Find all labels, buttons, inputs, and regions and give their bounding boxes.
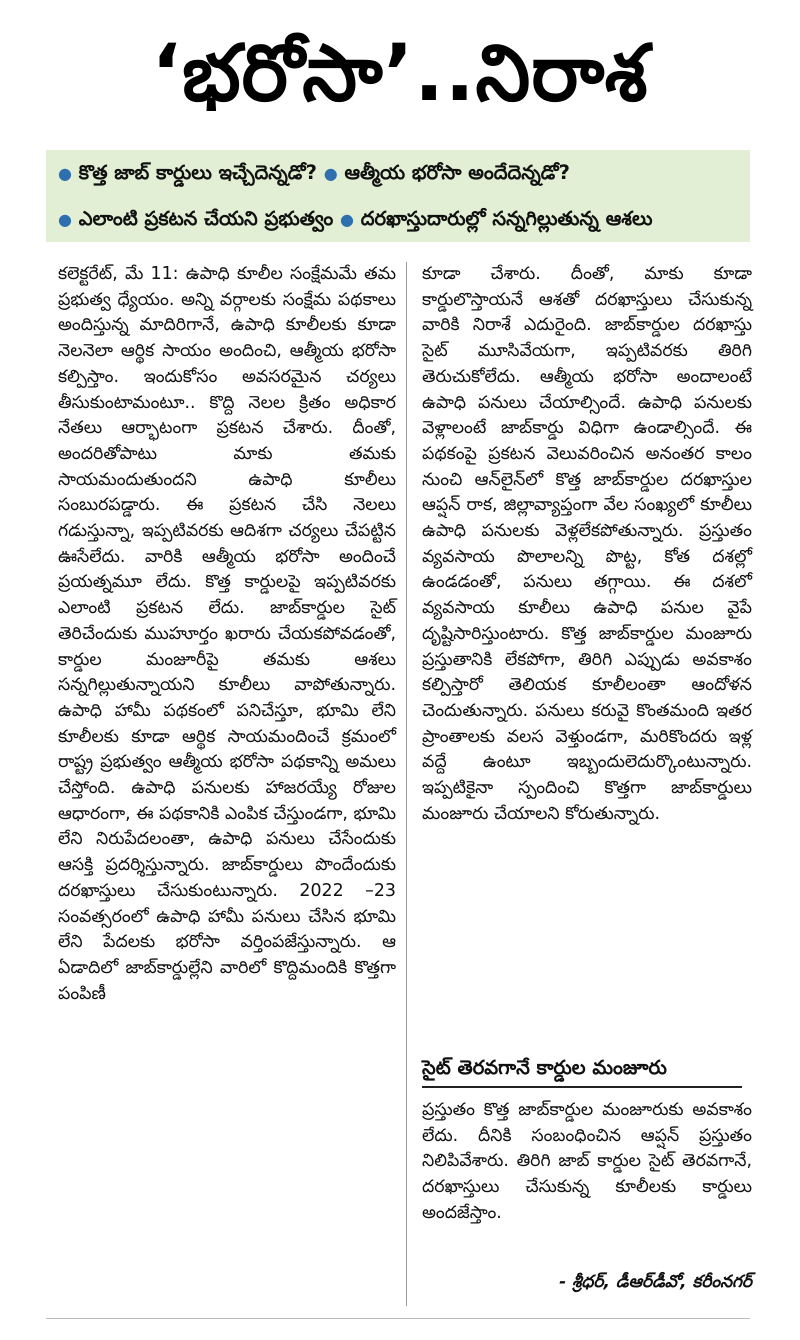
column-divider [406, 262, 407, 1306]
side-box-body [422, 1098, 752, 1227]
subhead-item: ఆత్మీయ భరోసా అందేదెన్నడో? [344, 161, 570, 184]
bullet-icon: ● [58, 210, 72, 229]
subhead-item: కొత్త జాబ్ కార్డులు ఇచ్చేదెన్నడో? [78, 161, 317, 184]
article-paragraph: కూడా చేశారు. దీంతో, మాకు కూడా కార్డులొస్తాయనే ఆశతో దరఖాస్తులు చేసుకున్న వారికి నిరాశే ఎదురైంది. జాబ్‌కార్డుల దరఖాస్తు సైట్ మూసివేయగా, ఇప్పటివరకు తిరిగి తెరుచుకోలేదు. ఆత్మీయ భరోసా అందాలంటే ఉపాధి పనులు చేయాల్సిందే. ఉపాధి పనులకు వెళ్లాలంటే జాబ్‌కార్డు విధిగా ఉండాల్సిందే. ఈ పథకంపై ప్రకటన వెలువరించిన అనంతర కాలం నుంచి ఆన్‌లైన్‌లో కొత్త జాబ్‌కార్డుల దరఖాస్తుల ఆప్షన్ రాక, జిల్లావ్యాప్తంగా వేల సంఖ్యలో కూలీలు ఉపాధి పనులకు వెళ్లలేకపోతున్నారు. ప్రస్తుతం వ్యవసాయ పొలాలన్ని పొట్ట, కోత దశల్లో ఉండడంతో, పనులు తగ్గాయి. ఈ దశలో వ్యవసాయ కూలీలు ఉపాధి పనుల వైపే దృష్టిసారిస్తుంటారు. కొత్త జాబ్‌కార్డుల మంజూరు ప్రస్తుతానికి లేకపోగా, తిరిగి ఎప్పుడు అవకాశం కల్పిస్తారో తెలియక కూలీలంతా ఆందోళన చెందుతున్నారు. పనులు కరువై కొంతమంది ఇతర ప్రాంతాలకు వలస వెళ్తుండగా, మరికొందరు ఇళ్ల వద్దే ఉంటూ ఇబ్బందులెదుర్కొంటున్నారు. ఇప్పటికైనా స్పందించి కొత్తగా జాబ్‌కార్డులు మంజూరు చేయాలని కోరుతున్నారు. [422, 264, 752, 824]
subhead-line-1 [58, 150, 748, 196]
bullet-icon: ● [340, 210, 354, 229]
bottom-divider [46, 1318, 750, 1319]
side-box-paragraph: ప్రస్తుతం కొత్త జాబ్‌కార్డుల మంజూరుకు అవకాశం లేదు. దీనికి సంబంధించిన ఆప్షన్ ప్రస్తుతం నిలిపివేశారు. తిరిగి జాబ్ కార్డుల సైట్ తెరవగానే, దరఖాస్తులు చేసుకున్న కూలీలకు కార్డులు అందజేస్తాం. [422, 1100, 752, 1223]
article-paragraph: కలెక్టరేట్, మే 11: ఉపాధి కూలీల సంక్షేమమే తమ ప్రభుత్వ ధ్యేయం. అన్ని వర్గాలకు సంక్షేమ పథకాలు అందిస్తున్న మాదిరిగానే, ఉపాధి కూలీలకు కూడా నెలనెలా ఆర్థిక సాయం అందించి, ఆత్మీయ భరోసా కల్పిస్తాం. ఇందుకోసం అవసరమైన చర్యలు తీసుకుంటామంటూ.. కొద్ది నెలల క్రితం అధికార నేతలు ఆర్భాటంగా ప్రకటన చేశారు. దీంతో, అందరితోపాటు మాకు తమకు సాయమందుతుందని ఉపాధి కూలీలు సంబురపడ్డారు. ఈ ప్రకటన చేసి నెలలు గడుస్తున్నా, ఇప్పటివరకు ఆదిశగా చర్యలు చేపట్టిన ఊసేలేదు. వారికి ఆత్మీయ భరోసా అందించే ప్రయత్నమూ లేదు. కొత్త కార్డులపై ఇప్పటివరకు ఎలాంటి ప్రకటన లేదు. జాబ్‌కార్డుల సైట్ తెరిచేందుకు ముహూర్తం ఖరారు చేయకపోవడంతో, కార్డుల మంజూరీపై తమకు ఆశలు సన్నగిల్లుతున్నాయని కూలీలు వాపోతున్నారు. ఉపాధి హామీ పథకంలో పనిచేస్తూ, భూమి లేని కూలీలకు కూడా ఆర్థిక సాయమందించే క్రమంలో రాష్ట్ర ప్రభుత్వం ఆత్మీయ భరోసా పథకాన్ని అమలు చేస్తోంది. ఉపాధి పనులకు హాజరయ్యే రోజుల ఆధారంగా, ఈ పథకానికి ఎంపిక చేస్తుండగా, భూమి లేని నిరుపేదలంతా, ఉపాధి పనులు చేసేందుకు ఆసక్తి ప్రదర్శిస్తున్నారు. జాబ్‌కార్డులు పొందేందుకు దరఖాస్తులు చేసుకుంటున్నారు. 2022 –23 సంవత్సరంలో ఉపాధి హామీ పనులు చేసిన భూమి లేని పేదలకు భరోసా వర్తింపజేస్తున్నారు. ఆ ఏడాదిలో జాబ్‌కార్డుల్లేని వారిలో కొద్దిమందికి కొత్తగా పంపిణీ [58, 264, 396, 1004]
subhead-item: దరఖాస్తుదారుల్లో సన్నగిల్లుతున్న ఆశలు [360, 207, 653, 230]
heading-underline [422, 1086, 742, 1088]
bullet-icon: ● [58, 164, 72, 183]
subhead-item: ఎలాంటి ప్రకటన చేయని ప్రభుత్వం [78, 207, 334, 230]
subhead-box [46, 150, 750, 242]
headline: ‘భరోసా’..నిరాశ [151, 29, 649, 119]
side-box-heading: సైట్ తెరవగానే కార్డుల మంజూరు [422, 1056, 667, 1079]
article-left-column [58, 262, 396, 1007]
byline: - శ్రీధర్, డీఆర్‌డీవో, కరీంనగర్ [559, 1272, 752, 1292]
bullet-icon: ● [323, 164, 338, 183]
article-right-column [422, 262, 752, 827]
subhead-line-2 [58, 196, 748, 242]
